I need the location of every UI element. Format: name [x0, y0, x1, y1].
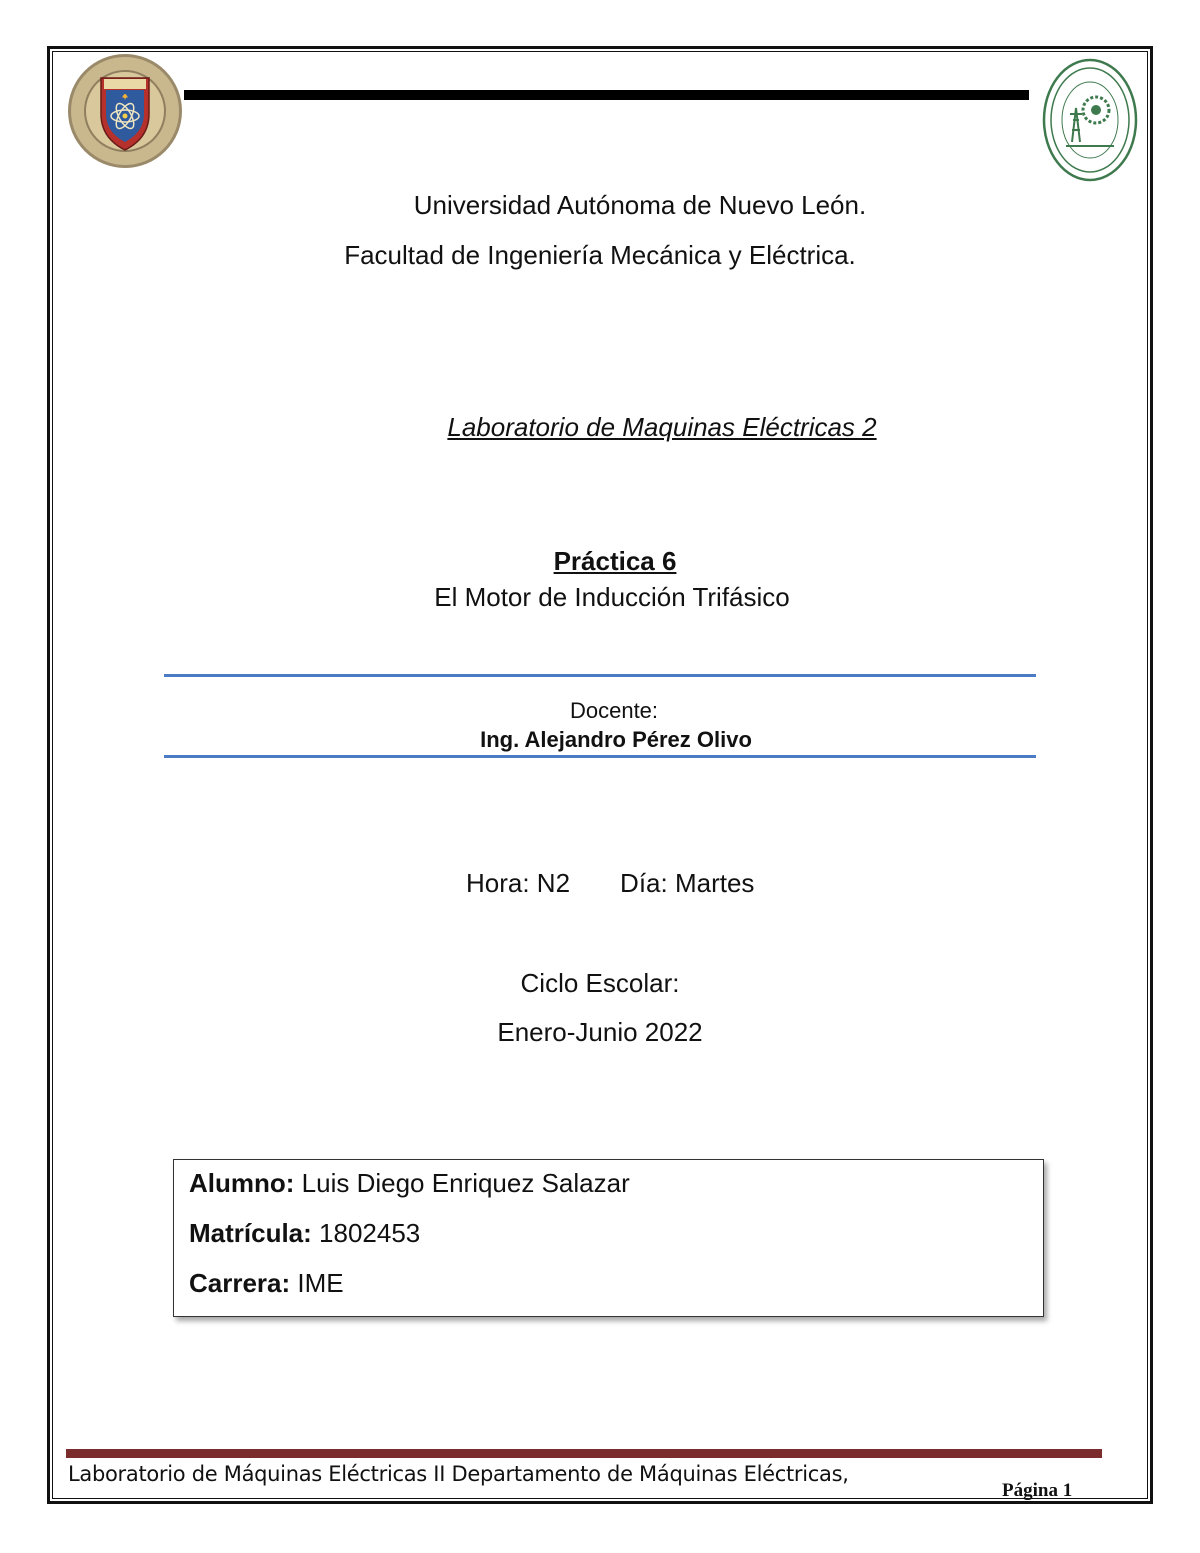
student-career-value: IME: [297, 1268, 344, 1298]
schedule-day: Día: Martes: [620, 868, 755, 898]
student-id-row: [189, 1218, 420, 1249]
practice-number: [15, 546, 1200, 577]
cycle-label: Ciclo Escolar:: [520, 968, 680, 998]
student-name-value: Luis Diego Enriquez Salazar: [301, 1168, 630, 1198]
student-career-label: Carrera:: [189, 1268, 291, 1298]
cycle-value: Enero-Junio 2022: [497, 1017, 703, 1047]
practice-number-text: Práctica 6: [553, 546, 677, 576]
student-name-label: Alumno:: [189, 1168, 295, 1198]
teacher-rule-bottom: [164, 755, 1036, 758]
teacher-label: Docente:: [569, 698, 659, 723]
course-title-text: Laboratorio de Maquinas Eléctricas 2: [447, 412, 877, 442]
footer-text: Laboratorio de Máquinas Eléctricas II Departamento de Máquinas Eléctricas,: [68, 1462, 849, 1486]
schedule-row: [466, 868, 754, 899]
course-title: [62, 412, 1200, 443]
header-rule: [184, 90, 1029, 100]
page-number: Página 1: [1002, 1480, 1073, 1501]
student-name-row: [189, 1168, 630, 1199]
student-id-value: 1802453: [319, 1218, 421, 1248]
fime-seal-logo: [1042, 58, 1138, 182]
student-info-box: [173, 1159, 1044, 1317]
uanl-seal-logo: [66, 52, 184, 170]
footer-rule: [66, 1449, 1102, 1458]
teacher-rule-top: [164, 674, 1036, 677]
teacher-name: Ing. Alejandro Pérez Olivo: [480, 727, 752, 752]
university-name: Universidad Autónoma de Nuevo León.: [413, 190, 867, 220]
student-id-label: Matrícula:: [189, 1218, 312, 1248]
practice-title: El Motor de Inducción Trifásico: [434, 582, 790, 612]
faculty-name: Facultad de Ingeniería Mecánica y Eléctrica.: [344, 240, 856, 270]
student-career-row: [189, 1268, 344, 1299]
schedule-hour: Hora: N2: [466, 868, 571, 898]
